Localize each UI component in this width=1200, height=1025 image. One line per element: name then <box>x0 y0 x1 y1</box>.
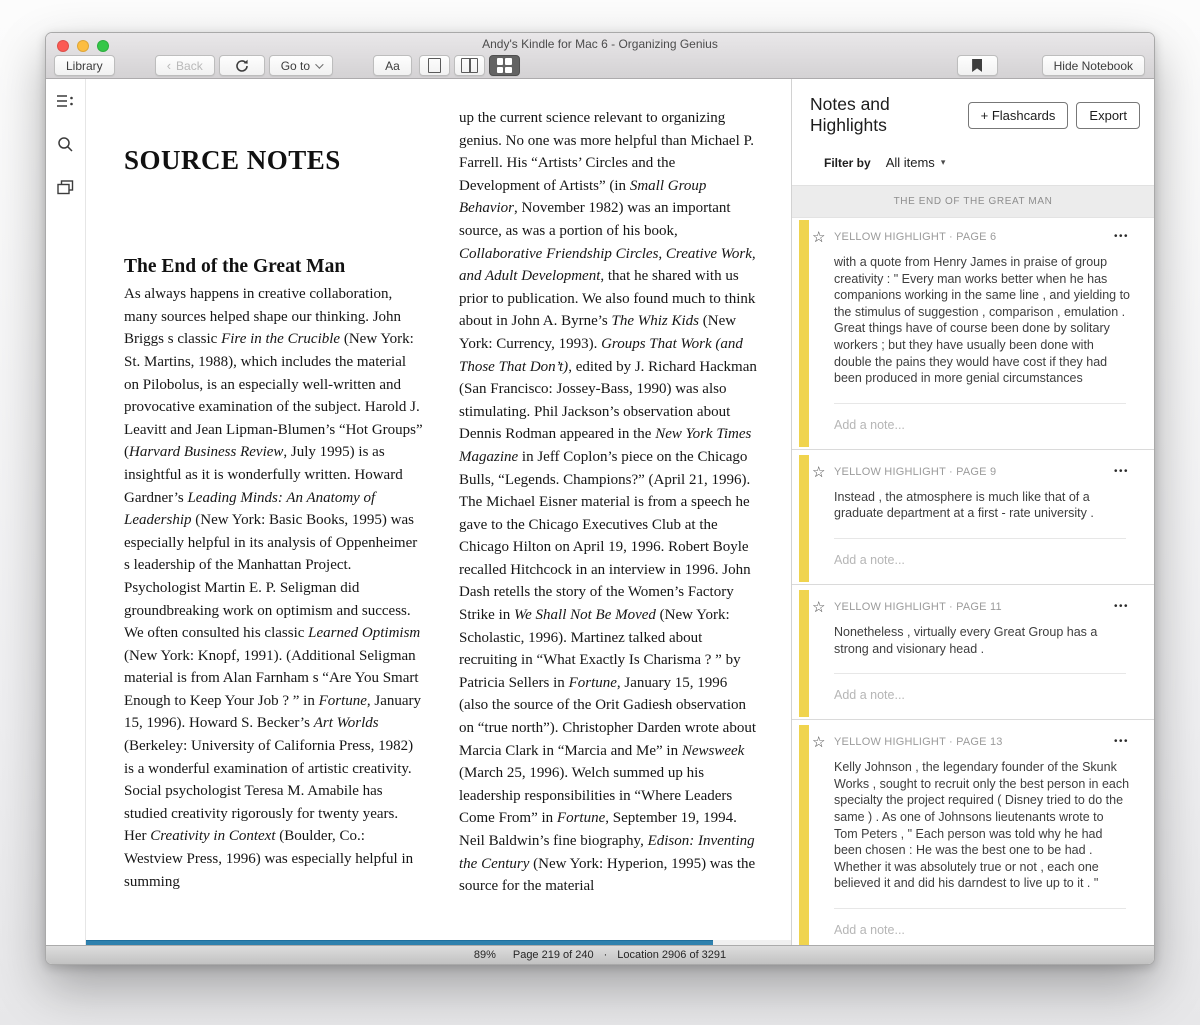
single-page-view-button[interactable] <box>419 55 450 76</box>
highlight-meta: YELLOW HIGHLIGHT · PAGE 9 <box>834 465 997 478</box>
two-page-view-button[interactable] <box>454 55 485 76</box>
status-separator: · <box>603 949 608 961</box>
book-column-2 <box>459 107 759 898</box>
yellow-highlight-strip <box>799 725 809 945</box>
filter-by-label: Filter by <box>824 155 871 170</box>
stacked-pages-icon <box>57 180 74 195</box>
close-button[interactable] <box>57 40 69 52</box>
refresh-icon <box>235 59 249 73</box>
highlight-card <box>792 218 1154 450</box>
highlights-list <box>792 218 1154 945</box>
notebook-header <box>792 79 1154 136</box>
left-sidebar <box>46 79 86 945</box>
location-indicator: Location 2906 of 3291 <box>617 949 727 961</box>
font-settings-button[interactable]: Aa <box>373 55 412 76</box>
single-page-icon <box>428 58 441 73</box>
more-options-icon[interactable]: ••• <box>1113 736 1129 748</box>
two-page-icon <box>461 58 478 73</box>
book-column-1 <box>124 107 424 898</box>
toc-icon <box>56 94 75 108</box>
highlight-text[interactable]: Nonetheless , virtually every Great Group has a strong and visionary head . <box>834 624 1098 656</box>
highlight-card <box>792 453 1154 585</box>
notebook-panel <box>791 79 1154 945</box>
star-icon[interactable]: ☆ <box>812 734 826 752</box>
book-page <box>86 79 791 898</box>
page-indicator: Page 219 of 240 <box>512 949 594 961</box>
yellow-highlight-strip <box>799 220 809 447</box>
flashcards-decks-button[interactable] <box>54 175 78 199</box>
back-button[interactable]: ‹ Back <box>155 55 215 76</box>
more-options-icon[interactable]: ••• <box>1113 231 1129 242</box>
filter-row <box>792 136 1154 185</box>
search-button[interactable] <box>54 132 78 156</box>
bookmark-button[interactable] <box>957 55 998 76</box>
traffic-lights <box>57 40 109 52</box>
caret-down-icon: ▾ <box>940 157 946 167</box>
chapter-heading: SOURCE NOTES <box>124 145 341 175</box>
star-icon[interactable]: ☆ <box>812 598 826 616</box>
add-note-input[interactable]: Add a note... <box>834 922 905 937</box>
kindle-window <box>45 32 1155 965</box>
reading-pane <box>86 79 791 945</box>
yellow-highlight-strip <box>799 455 809 582</box>
reading-progress-bar <box>86 940 713 945</box>
book-text-column-2: up the current science relevant to organizing genius. No one was more helpful than Michael P. Farrell. His “Artists’ Circles and the Development of Artists” (in Small Group Behavior, November 1982) was an important source, as was a portion of his book, Collaborative Friendship Circles, Creative Work, and Adult Development, that he shared with us prior to publication. We also found much to think about in John A. Byrne’s The Whiz Kids (New York: Currency, 1993). Groups That Work (and Those That Don’t), edited by J. Richard Hackman (San Francisco: Jossey-Bass, 1990) was also stimulating. Phil Jackson’s observation about Dennis Rodman appeared in the New York Times Magazine in Jeff Coplon’s piece on the Chicago Bulls, “Legends. Champions?” (April 21, 1996). The Michael Eisner material is from a speech he gave to the Chicago Executives Club at the Chicago Hilton on April 19, 1996. Robert Boyle recalled Hitchcock in an interview in 1996. John Dash retells the story of the Women’s Factory Strike in We Shall Not Be Moved (New York: Scholastic, 1996). Martinez talked about recruiting in “What Exactly Is Charisma ? ” by Patricia Sellers in Fortune, January 15, 1996 (also the source of the Orit Gadiesh observation on “true north”). Christopher Darden wrote about Marcia Clark in “Marcia and Me” in Newsweek (March 25, 1996). Welch summed up his leadership responsibilities in “Where Leaders Come From” in Fortune, September 19, 1994. Neil Baldwin’s fine biography, Edison: Inventing the Century (New York: Hyperion, 1995) was the source for the material <box>459 110 757 895</box>
star-icon[interactable]: ☆ <box>812 229 826 246</box>
back-chevron-icon: ‹ <box>166 58 172 73</box>
highlight-meta: YELLOW HIGHLIGHT · PAGE 13 <box>834 736 1003 749</box>
flashcards-button[interactable]: + Flashcards <box>968 102 1069 129</box>
notebook-view-button[interactable] <box>489 55 520 76</box>
window-title: Andy's Kindle for Mac 6 - Organizing Genius <box>482 37 718 51</box>
notebook-grid-icon <box>497 58 512 73</box>
highlight-text[interactable]: Instead , the atmosphere is much like that of a graduate department at a first - rate university . <box>834 489 1094 521</box>
highlight-text[interactable]: with a quote from Henry James in praise of group creativity : " Every man works better when he has companions working in the same line , and yielding to the stimulus of suggestion , comparison , emulation . Great things have of course been done by solitary workers ; but they have usually been done with double the pains they would have cost if they had been produced in more genial circumstances <box>834 255 1131 386</box>
add-note-input[interactable]: Add a note... <box>834 417 905 432</box>
yellow-highlight-strip <box>799 590 809 717</box>
star-icon[interactable]: ☆ <box>812 463 826 481</box>
status-bar <box>46 945 1154 964</box>
highlight-meta: YELLOW HIGHLIGHT · PAGE 11 <box>834 600 1002 613</box>
highlight-text[interactable]: Kelly Johnson , the legendary founder of the Skunk Works , sought to recruit only the best person in each specialty the project required ( Disney tried to do the same ) . As one of Johnsons lieutenants wrote to Tom Peters , " Each person was told why he had been chosen : He was the best one to be had . Whether it was absolutely true or not , each one believed it and did his darndest to live up to it . " <box>834 760 1130 891</box>
more-options-icon[interactable]: ••• <box>1113 465 1129 477</box>
bookmark-icon <box>972 59 982 72</box>
sync-button[interactable] <box>219 55 265 76</box>
zoom-button[interactable] <box>97 40 109 52</box>
highlight-card <box>792 723 1154 945</box>
minimize-button[interactable] <box>77 40 89 52</box>
main-content <box>46 79 1154 945</box>
highlight-card <box>792 588 1154 720</box>
highlight-section-header: THE END OF THE GREAT MAN <box>792 185 1154 218</box>
table-of-contents-button[interactable] <box>54 89 78 113</box>
add-note-input[interactable]: Add a note... <box>834 552 905 567</box>
toolbar <box>54 54 1145 77</box>
notebook-title: Notes and Highlights <box>810 94 890 135</box>
library-button[interactable]: Library <box>54 55 115 76</box>
filter-dropdown[interactable]: All items ▾ <box>885 155 946 170</box>
progress-percent: 89% <box>473 949 496 961</box>
book-text-column-1: As always happens in creative collaboration, many sources helped shape our thinking. John Briggs s classic Fire in the Crucible (New York: St. Martins, 1988), which includes the material on Pilobolus, is an especially well-written and provocative examination of the subject. Harold J. Leavitt and Jean Lipman-Blumen’s “Hot Groups” (Harvard Business Review, July 1995) is as insightful as it is wonderfully written. Howard Gardner’s Leading Minds: An Anatomy of Leadership (New York: Basic Books, 1995) was especially helpful in its analysis of Oppenheimer s leadership of the Manhattan Project. Psychologist Martin E. P. Seligman did groundbreaking work on optimism and success. We often consulted his classic Learned Optimism (New York: Knopf, 1991). (Additional Seligman material is from Alan Farnham s “Are You Smart Enough to Keep Your Job ? ” in Fortune, January 15, 1996). Howard S. Becker’s Art Worlds (Berkeley: University of California Press, 1982) is a wonderful examination of artistic creativity. Social psychologist Teresa M. Amabile has studied creativity rigorously for twenty years. Her Creativity in Context (Boulder, Co.: Westview Press, 1996) was especially helpful in summing <box>124 286 423 890</box>
search-icon <box>57 136 74 153</box>
export-button[interactable]: Export <box>1076 102 1140 129</box>
more-options-icon[interactable]: ••• <box>1113 600 1129 612</box>
reading-progress-track <box>86 940 791 945</box>
highlight-meta: YELLOW HIGHLIGHT · PAGE 6 <box>834 231 997 243</box>
section-heading: The End of the Great Man <box>124 255 346 277</box>
hide-notebook-button[interactable]: Hide Notebook <box>1042 55 1145 76</box>
goto-button[interactable]: Go to <box>269 55 333 76</box>
add-note-input[interactable]: Add a note... <box>834 688 905 703</box>
titlebar <box>46 33 1154 79</box>
chevron-down-icon <box>315 60 323 68</box>
